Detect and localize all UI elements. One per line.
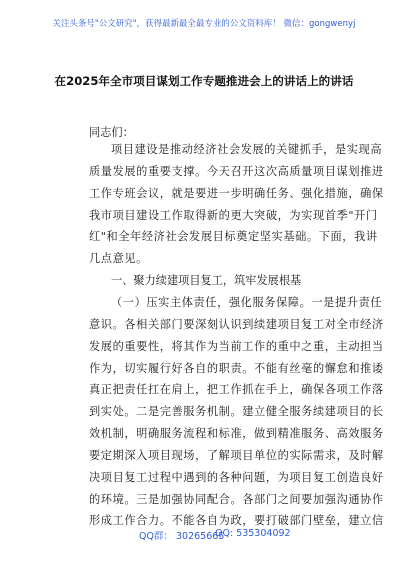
paragraph-line: 到实处。二是完善服务机制。建立健全服务续建项目的长 <box>89 405 384 419</box>
paragraph-line: 真正把责任扛在肩上，把工作抓在手上，确保各项工作落 <box>89 383 384 397</box>
paragraph-line: 工作专班会议，就是要进一步明确任务、强化措施，确保 <box>89 186 384 200</box>
paragraph-line: 作为，切实履行好各自的职责。不能有丝毫的懈怠和推诿 <box>89 361 384 375</box>
paragraph-line: 几点意见。 <box>89 252 148 266</box>
document-title: 在2025年全市项目谋划工作专题推进会上的讲话上的讲话 <box>54 74 354 88</box>
footer-contact <box>0 528 408 548</box>
paragraph-line: 质量发展的重要支撑。今天召开这次高质量项目谋划推进 <box>89 164 384 178</box>
qq-number: QQ: 535304092 <box>215 528 291 539</box>
paragraph-line: 的环境。三是加强协同配合。各部门之间要加强沟通协作 <box>89 492 384 506</box>
paragraph-line: 决项目复工过程中遇到的各种问题，为项目复工创造良好 <box>89 470 384 484</box>
paragraph-line: 发展的重要性，将其作为当前工作的重中之重，主动担当 <box>89 339 384 353</box>
paragraph-line: （一）压实主体责任，强化服务保障。一是提升责任 <box>111 296 383 309</box>
salutation: 同志们： <box>89 126 134 139</box>
intro-paragraph <box>89 139 384 270</box>
paragraph-line: 项目建设是推动经济社会发展的关键抓手，是实现高 <box>111 143 383 156</box>
paragraph-line: 我市项目建设工作取得新的更大突破，为实现首季"开门 <box>89 208 378 222</box>
paragraph-line: 要定期深入项目现场，了解项目单位的实际需求，及时解 <box>89 448 384 462</box>
qq-group-number: QQ群： 30265665 <box>139 531 225 542</box>
section-heading: 一、聚力续建项目复工，筑牢发展根基 <box>111 274 302 287</box>
paragraph-line: 意识。各相关部门要深刻认识到续建项目复工对全市经济 <box>89 317 384 331</box>
paragraph-line: 效机制，明确服务流程和标准，做到精准服务、高效服务 <box>89 427 384 441</box>
paragraph-line: 红"和全年经济社会发展目标奠定坚实基础。下面，我讲 <box>89 230 378 244</box>
header-promo-note: 关注头条号"公文研究"，获得最新最全最专业的公文资料库！ 微信：gongwenyj <box>52 18 356 28</box>
paragraph-line: 形成工作合力。不能各自为政，要打破部门壁垒，建立信 <box>89 514 384 528</box>
body-paragraph <box>89 292 384 532</box>
